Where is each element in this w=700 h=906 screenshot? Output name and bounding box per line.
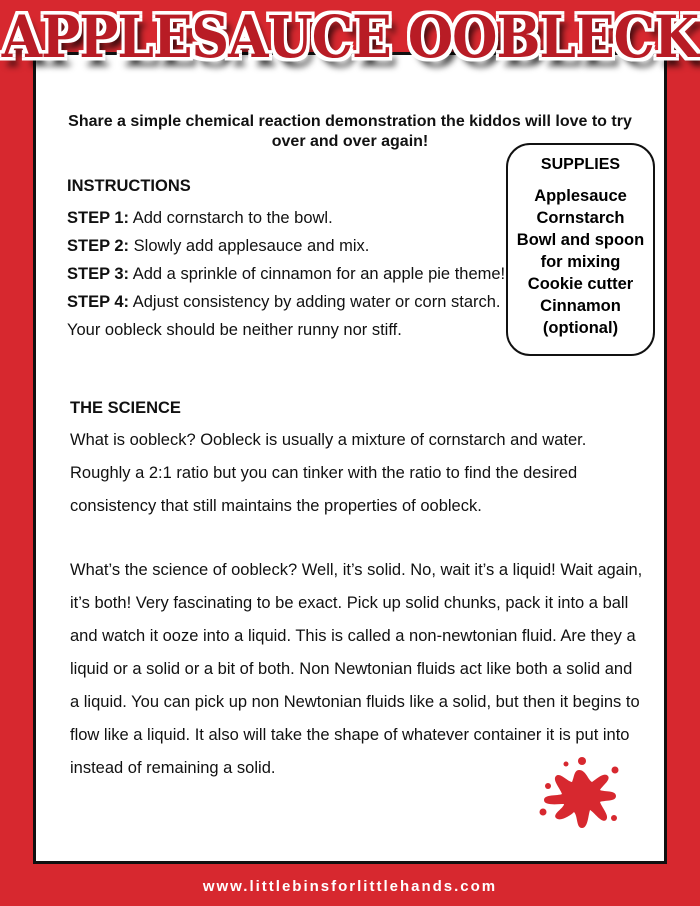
supply-item: Applesauce xyxy=(534,187,627,205)
supply-item: Cornstarch xyxy=(536,209,625,227)
supply-item: (optional) xyxy=(542,319,619,337)
science-section xyxy=(70,398,645,785)
instructions-heading: INSTRUCTIONS xyxy=(67,177,191,195)
supply-item: Cinnamon xyxy=(540,297,621,315)
supplies-heading: SUPPLIES xyxy=(540,156,621,173)
step-label: STEP 3: xyxy=(67,265,130,283)
paint-splat-icon xyxy=(538,756,620,832)
instruction-step xyxy=(67,232,507,260)
step-text: Add cornstarch to the bowl. xyxy=(129,209,333,227)
instruction-step xyxy=(67,260,507,288)
step-label: STEP 2: xyxy=(67,237,130,255)
website-url: www.littlebinsforlittlehands.com xyxy=(202,878,498,895)
step-label: STEP 1: xyxy=(67,209,130,227)
supplies-box xyxy=(506,143,655,356)
step-label: STEP 4: xyxy=(67,293,130,311)
instructions-section xyxy=(67,176,507,344)
supply-item: Cookie cutter xyxy=(527,275,634,293)
instruction-step xyxy=(67,288,507,344)
intro-text: Share a simple chemical reaction demonstration the kiddos will love to try over and over again! xyxy=(68,113,632,150)
supply-item: Bowl and spoon xyxy=(516,231,645,249)
science-paragraph: What is oobleck? Oobleck is usually a mixture of cornstarch and water. Roughly a 2:1 ratio but you can tinker with the ratio to find the desired consistency that still maintains the properties of oobleck. xyxy=(70,431,587,515)
supply-item: for mixing xyxy=(540,253,621,271)
science-heading: THE SCIENCE xyxy=(70,399,181,417)
instruction-step xyxy=(67,204,507,232)
step-text: Adjust consistency by adding water or corn starch. Your oobleck should be neither runny nor stiff. xyxy=(67,293,501,339)
step-text: Slowly add applesauce and mix. xyxy=(129,237,370,255)
page-title: APPLESAUCE OOBLECK xyxy=(1,3,699,72)
step-text: Add a sprinkle of cinnamon for an apple pie theme! xyxy=(129,265,506,283)
science-paragraph: What’s the science of oobleck? Well, it’s solid. No, wait it’s a liquid! Wait again, it’s both! Very fascinating to be exact. Pick up solid chunks, pack it into a ball and watch it ooze into a liquid. This is called a non-newtonian fluid. Are they a liquid or a solid or a bit of both. Non Newtonian fluids act like both a solid and a liquid. You can pick up non Newtonian fluids like a solid, but then it begins to flow like a liquid. It also will take the shape of whatever container it is put into instead of remaining a solid. xyxy=(70,561,643,777)
